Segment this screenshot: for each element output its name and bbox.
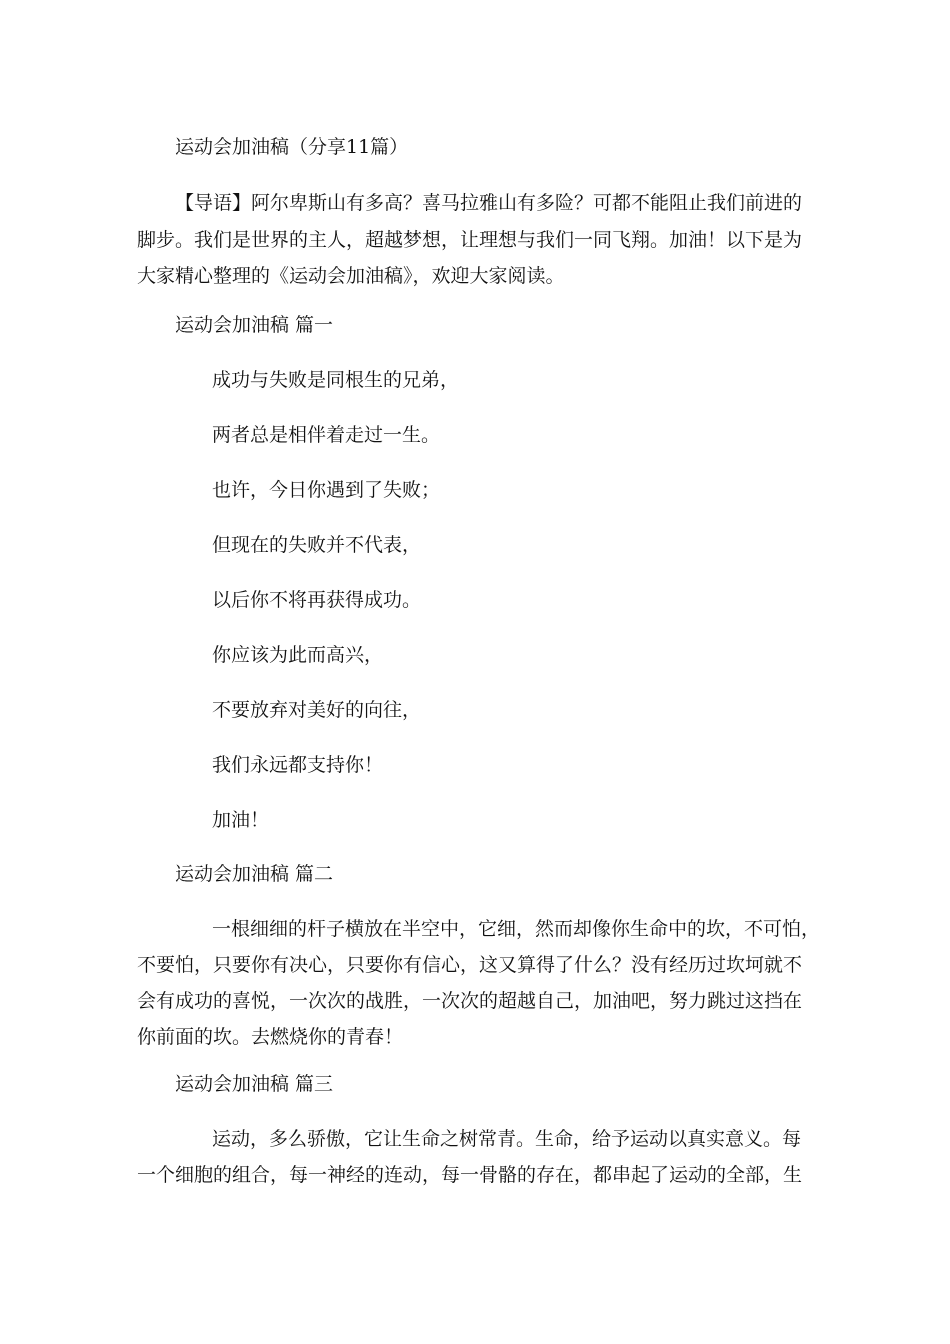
verse-line: 两者总是相伴着走过一生。 (212, 424, 441, 446)
verse-line: 加油！ (212, 809, 270, 831)
section-heading-3: 运动会加油稿 篇三 (175, 1073, 334, 1095)
paragraph-line: 一根细细的杆子横放在半空中，它细，然而却像你生命中的坎，不可怕， (212, 918, 821, 940)
paragraph-line: 你前面的坎。去燃烧你的青春！ (137, 1026, 404, 1048)
verse-line: 成功与失败是同根生的兄弟， (212, 369, 460, 391)
section-heading-1: 运动会加油稿 篇一 (175, 314, 334, 336)
verse-line: 但现在的失败并不代表， (212, 534, 422, 556)
intro-line: 【导语】阿尔卑斯山有多高？喜马拉雅山有多险？可都不能阻止我们前进的 (175, 192, 803, 214)
verse-line: 你应该为此而高兴， (212, 644, 384, 666)
intro-line: 脚步。我们是世界的主人，超越梦想，让理想与我们一同飞翔。加油！以下是为 (137, 229, 803, 251)
verse-line: 我们永远都支持你！ (212, 754, 384, 776)
verse-line: 也许，今日你遇到了失败； (212, 479, 441, 501)
paragraph-line: 一个细胞的组合，每一神经的连动，每一骨骼的存在，都串起了运动的全部，生 (137, 1164, 803, 1186)
intro-line: 大家精心整理的《运动会加油稿》，欢迎大家阅读。 (137, 265, 565, 287)
verse-line: 以后你不将再获得成功。 (212, 589, 422, 611)
section-heading-2: 运动会加油稿 篇二 (175, 863, 334, 885)
paragraph-line: 运动，多么骄傲，它让生命之树常青。生命，给予运动以真实意义。每 (212, 1128, 802, 1150)
verse-line: 不要放弃对美好的向往， (212, 699, 422, 721)
paragraph-line: 会有成功的喜悦，一次次的战胜，一次次的超越自己，加油吧，努力跳过这挡在 (137, 990, 803, 1012)
document-title: 运动会加油稿（分享11篇） (175, 136, 409, 158)
paragraph-line: 不要怕，只要你有决心，只要你有信心，这又算得了什么？没有经历过坎坷就不 (137, 954, 803, 976)
